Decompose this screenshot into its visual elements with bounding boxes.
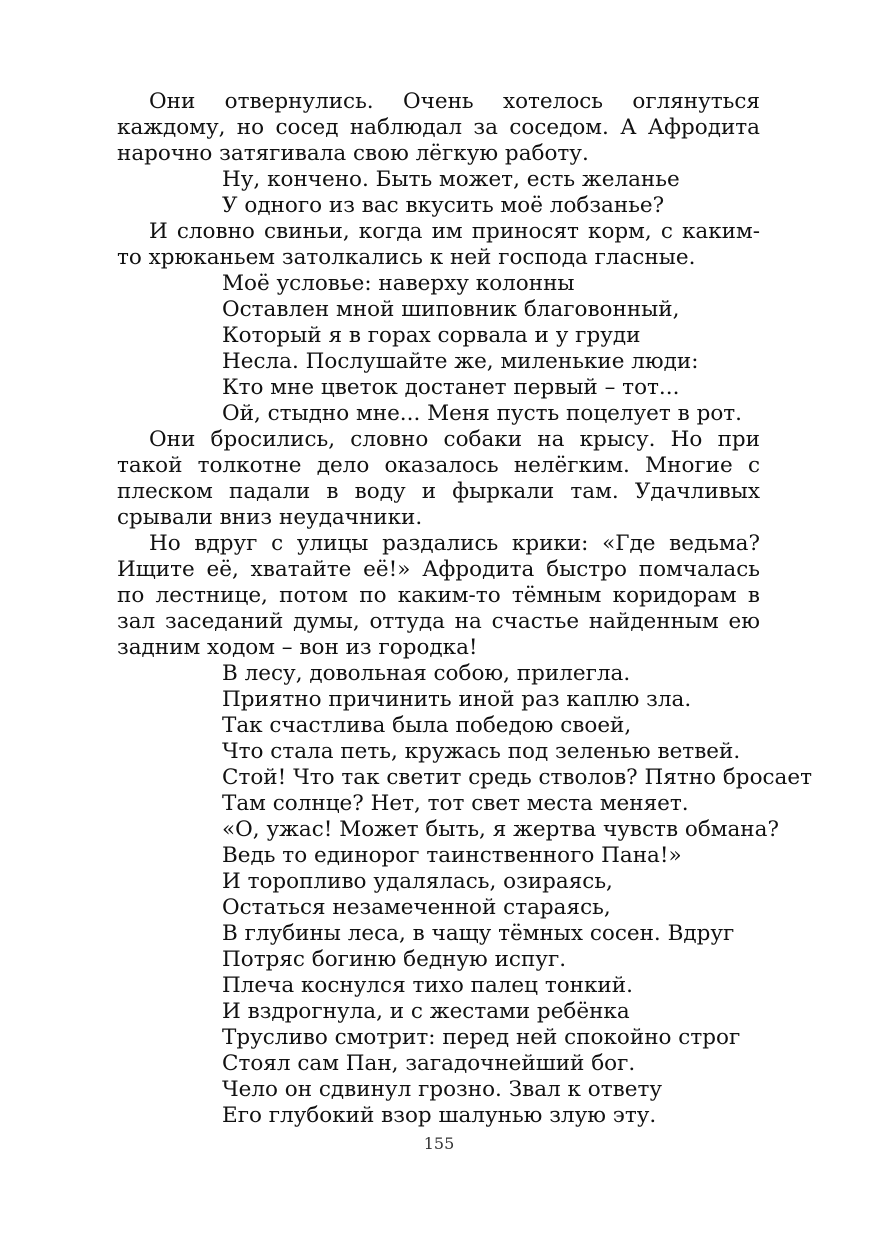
verse-line: Стоял сам Пан, загадочнейший бог. — [222, 1051, 636, 1076]
verse-line: И торопливо удалялась, озираясь, — [222, 869, 613, 894]
verse-line: У одного из вас вкусить моё лобзанье? — [222, 193, 665, 218]
verse-line: Остаться незамеченной стараясь, — [222, 895, 611, 920]
verse-line: Стой! Что так светит средь стволов? Пятно бросает — [222, 765, 812, 790]
prose-paragraph: И словно свиньи, когда им приносят корм, с каким-то хрюканьем затолкались к ней господа гласные. — [117, 219, 760, 270]
prose-paragraph: Они отвернулись. Очень хотелось оглянуться каждому, но сосед наблюдал за соседом. А Афродита нарочно затягивала свою лёгкую работу. — [117, 89, 760, 166]
verse-block — [117, 271, 760, 427]
verse-line: Так счастлива была победою своей, — [222, 713, 632, 738]
page-body — [117, 89, 812, 1129]
verse-line: Ведь то единорог таинственного Пана!» — [222, 843, 682, 868]
verse-line: «О, ужас! Может быть, я жертва чувств обмана? — [222, 817, 779, 842]
verse-line: Оставлен мной шиповник благовонный, — [222, 297, 680, 322]
verse-line: Трусливо смотрит: перед ней спокойно строг — [222, 1025, 741, 1050]
verse-line: Несла. Послушайте же, миленькие люди: — [222, 349, 699, 374]
verse-line: Потряс богиню бедную испуг. — [222, 947, 567, 972]
verse-line: Чело он сдвинул грозно. Звал к ответу — [222, 1077, 663, 1102]
verse-line: В лесу, довольная собою, прилегла. — [222, 661, 631, 686]
verse-line: И вздрогнула, и с жестами ребёнка — [222, 999, 630, 1024]
verse-line: Ой, стыдно мне... Меня пусть поцелует в рот. — [222, 401, 743, 426]
verse-line: Который я в горах сорвала и у груди — [222, 323, 641, 348]
verse-line: Его глубокий взор шалунью злую эту. — [222, 1103, 657, 1128]
verse-block — [117, 661, 812, 1129]
prose-paragraph: Но вдруг с улицы раздались крики: «Где ведьма? Ищите её, хватайте её!» Афродита быстро помчалась по лестнице, потом по каким-то тёмным коридорам в зал заседаний думы, оттуда на счастье найденным ею задним ходом – вон из городка! — [117, 531, 760, 660]
verse-line: Там солнце? Нет, тот свет места меняет. — [222, 791, 689, 816]
verse-block — [117, 167, 760, 219]
verse-line: Кто мне цветок достанет первый – тот... — [222, 375, 680, 400]
verse-line: В глубины леса, в чащу тёмных сосен. Вдруг — [222, 921, 735, 946]
prose-paragraph: Они бросились, словно собаки на крысу. Но при такой толкотне дело оказалось нелёгким. Многие с плеском падали в воду и фыркали там. Удачливых срывали вниз неудачники. — [117, 427, 760, 530]
verse-line: Приятно причинить иной раз каплю зла. — [222, 687, 692, 712]
verse-line: Плеча коснулся тихо палец тонкий. — [222, 973, 633, 998]
page-number: 155 — [423, 1134, 455, 1153]
verse-line: Моё условье: наверху колонны — [222, 271, 575, 296]
verse-line: Что стала петь, кружась под зеленью ветвей. — [222, 739, 741, 764]
verse-line: Ну, кончено. Быть может, есть желанье — [222, 167, 680, 192]
